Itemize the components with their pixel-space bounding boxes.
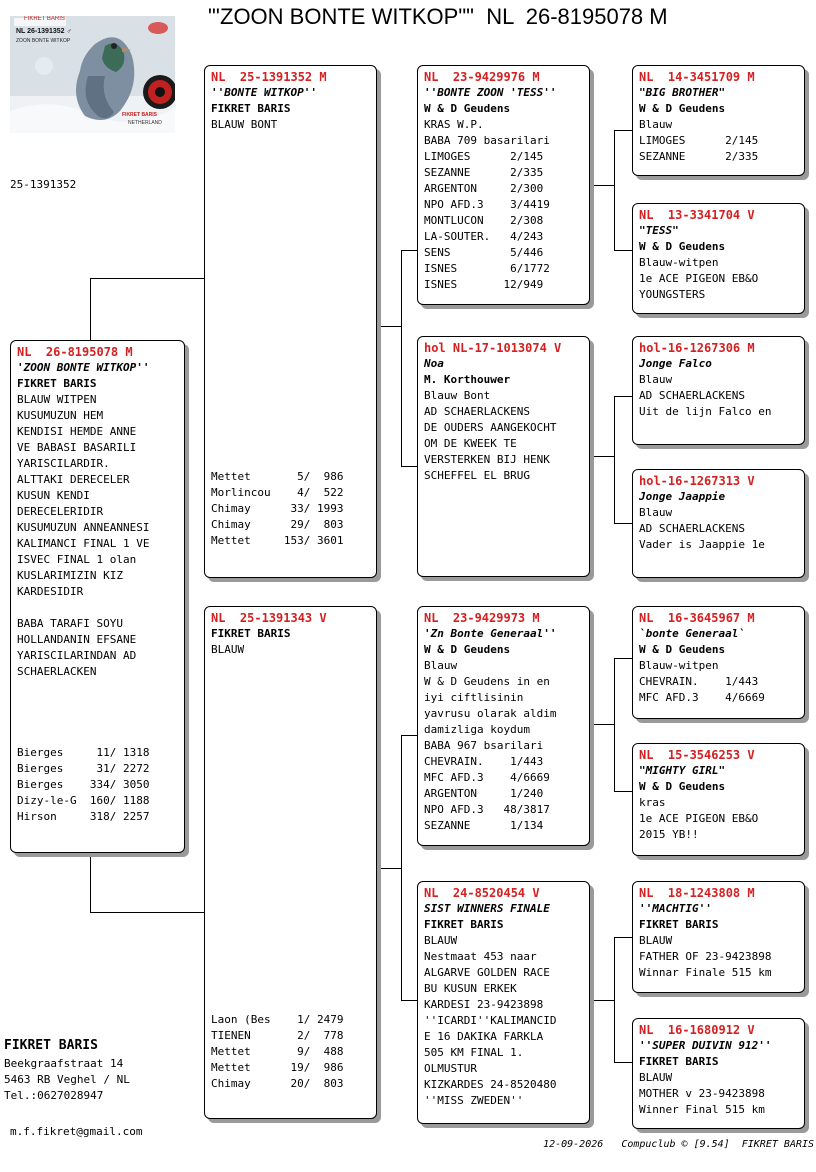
pigeon-name: SIST WINNERS FINALE — [424, 902, 550, 915]
description-line: ''MISS ZWEDEN'' — [424, 1094, 524, 1107]
description-line: BLAUW BONT — [211, 118, 278, 131]
owner-name: M. Korthouwer — [424, 373, 511, 386]
connector-line — [614, 130, 632, 131]
ring-header: NL 16-1680912 V — [639, 1023, 755, 1037]
description-line: Blauw Bont — [424, 389, 491, 402]
pigeon-name: Noa — [424, 357, 444, 370]
description-line: YARISCILARDIR. — [17, 457, 110, 470]
connector-line — [590, 185, 615, 186]
owner-name: FIKRET BARIS — [211, 102, 291, 115]
race-result-line: Morlincou 4/ 522 — [211, 486, 344, 499]
description-line: DERECELERIDIR — [17, 505, 104, 518]
ggp-mmm-card — [632, 1018, 805, 1129]
description-line: KUSUN KENDI — [17, 489, 90, 502]
connector-line — [90, 853, 91, 913]
ring-header: NL 18-1243808 M — [639, 886, 755, 900]
description-line: 1e ACE PIGEON EB&O — [639, 272, 759, 285]
breeder-city: 5463 RB Veghel / NL — [4, 1073, 130, 1086]
ring-header: NL 24-8520454 V — [424, 886, 540, 900]
description-line: E 16 DAKIKA FARKLA — [424, 1030, 544, 1043]
race-result-line: Dizy-le-G 160/ 1188 — [17, 794, 150, 807]
description-line: Blauw-witpen — [639, 659, 719, 672]
owner-name: W & D Geudens — [639, 240, 726, 253]
description-line: KUSUMUZUN ANNEANNESI — [17, 521, 150, 534]
description-line: SEZANNE 1/134 — [424, 819, 544, 832]
race-results — [211, 1012, 370, 1092]
ring-header: NL 25-1391343 V — [211, 611, 327, 625]
owner-name: FIKRET BARIS — [639, 918, 719, 931]
description-line: SENS 5/446 — [424, 246, 544, 259]
connector-line — [614, 937, 632, 938]
connector-line — [614, 396, 615, 524]
ring-header: hol-16-1267306 M — [639, 341, 755, 355]
connector-line — [590, 456, 615, 457]
description-line: Winnar Finale 515 km — [639, 966, 772, 979]
description-line: KUSUMUZUN HEM — [17, 409, 104, 422]
description-line: NPO AFD.3 48/3817 — [424, 803, 550, 816]
pigeon-name: ''MACHTIG'' — [639, 902, 712, 915]
photo-name-text: ZOON BONTE WITKOP — [16, 38, 71, 44]
description-line: Blauw — [639, 118, 673, 131]
maternal-grandmother-card — [417, 881, 590, 1124]
description-line: AD SCHAERLACKENS — [424, 405, 530, 418]
description-line: ARGENTON 2/300 — [424, 182, 544, 195]
pigeon-photo — [10, 16, 175, 133]
description-line: LIMOGES 2/145 — [424, 150, 544, 163]
description-line: BABA 967 bsarilari — [424, 739, 544, 752]
connector-line — [90, 912, 204, 913]
pigeon-name: "MIGHTY GIRL" — [639, 764, 726, 777]
race-result-line: Mettet 9/ 488 — [211, 1045, 344, 1058]
pigeon-name: 'Zn Bonte Generaal'' — [424, 627, 557, 640]
description-line: ''ICARDI''KALIMANCID — [424, 1014, 557, 1027]
owner-name: W & D Geudens — [639, 780, 726, 793]
description-line: YARISCILARINDAN AD — [17, 649, 137, 662]
connector-line — [614, 937, 615, 1063]
ring-header: hol-16-1267313 V — [639, 474, 755, 488]
connector-line — [614, 1062, 632, 1063]
paternal-grandfather-card — [417, 65, 590, 305]
paternal-grandmother-card — [417, 336, 590, 577]
race-result-line: Chimay 20/ 803 — [211, 1077, 344, 1090]
ggp-fmf-card — [632, 336, 805, 445]
description-line: BLAUW — [211, 643, 245, 656]
connector-line — [614, 250, 632, 251]
breeder-phone: Tel.:0627028947 — [4, 1089, 104, 1102]
description-line: LA-SOUTER. 4/243 — [424, 230, 544, 243]
description-line: Winner Final 515 km — [639, 1103, 765, 1116]
photo-top-text: FIKRET BARIS — [24, 16, 65, 22]
description-line: BLAUW — [424, 934, 458, 947]
description-line: Blauw — [424, 659, 458, 672]
race-result-line: Chimay 29/ 803 — [211, 518, 344, 531]
photo-ring-text: NL 26-1391352 ♂ — [16, 28, 72, 35]
breeder-info — [4, 1036, 130, 1104]
description-line: SEZANNE 2/335 — [639, 150, 759, 163]
description-line: VERSTERKEN BIJ HENK — [424, 453, 550, 466]
mother-card — [204, 606, 377, 1119]
owner-name: FIKRET BARIS — [639, 1055, 719, 1068]
description-line: ISNES 6/1772 — [424, 262, 550, 275]
pigeon-name: Jonge Jaappie — [639, 490, 726, 503]
pigeon-name: ''BONTE WITKOP'' — [211, 86, 317, 99]
connector-line — [401, 466, 418, 467]
description-line: MFC AFD.3 4/6669 — [424, 771, 550, 784]
description-line: Blauw — [639, 373, 673, 386]
connector-line — [614, 523, 632, 524]
owner-name: W & D Geudens — [639, 643, 726, 656]
race-result-line: TIENEN 2/ 778 — [211, 1029, 344, 1042]
description-line: MONTLUCON 2/308 — [424, 214, 544, 227]
description-line: AD SCHAERLACKENS — [639, 389, 745, 402]
description-line: ARGENTON 1/240 — [424, 787, 544, 800]
pigeon-name: ''SUPER DUIVIN 912'' — [639, 1039, 772, 1052]
race-result-line: Bierges 31/ 2272 — [17, 762, 150, 775]
ggp-ffm-card — [632, 203, 805, 314]
description-line: KENDISI HEMDE ANNE — [17, 425, 137, 438]
description-line: HOLLANDANIN EFSANE — [17, 633, 137, 646]
description-line: 2015 YB!! — [639, 828, 699, 841]
description-line: KARDESI 23-9423898 — [424, 998, 544, 1011]
owner-name: W & D Geudens — [424, 643, 511, 656]
description-line: MOTHER v 23-9423898 — [639, 1087, 765, 1100]
description-line: KIZKARDES 24-8520480 — [424, 1078, 557, 1091]
owner-name: W & D Geudens — [424, 102, 511, 115]
ring-header: NL 23-9429976 M — [424, 70, 540, 84]
pigeon-name: Jonge Falco — [639, 357, 712, 370]
description-line: DE OUDERS AANGEKOCHT — [424, 421, 557, 434]
pigeon-name: "TESS" — [639, 224, 679, 237]
connector-line — [614, 791, 632, 792]
description-line: KARDESIDIR — [17, 585, 84, 598]
description-line: ALTTAKI DERECELER — [17, 473, 130, 486]
description-line: FATHER OF 23-9423898 — [639, 950, 772, 963]
description-line: Uit de lijn Falco en — [639, 405, 772, 418]
pigeon-name: "BIG BROTHER" — [639, 86, 726, 99]
owner-name: FIKRET BARIS — [424, 918, 504, 931]
owner-name: FIKRET BARIS — [17, 377, 97, 390]
description-line: Blauw — [639, 506, 673, 519]
description-line: SCHEFFEL EL BRUG — [424, 469, 530, 482]
father-card — [204, 65, 377, 578]
ring-number-label: 25-1391352 — [10, 178, 77, 191]
owner-name: FIKRET BARIS — [211, 627, 291, 640]
description-line: CHEVRAIN. 1/443 — [639, 675, 759, 688]
ggp-fmm-card — [632, 469, 805, 578]
race-result-line: Mettet 153/ 3601 — [211, 534, 344, 547]
connector-line — [401, 250, 402, 467]
description-line: BABA 709 basarilari — [424, 134, 550, 147]
race-results — [17, 745, 178, 825]
description-line: iyi ciftlisinin — [424, 691, 524, 704]
description-line: ALGARVE GOLDEN RACE — [424, 966, 550, 979]
footer-credit: 12-09-2026 Compuclub © [9.54] FIKRET BARIS — [543, 1139, 814, 1150]
ring-header: NL 14-3451709 M — [639, 70, 755, 84]
ring-header: NL 15-3546253 V — [639, 748, 755, 762]
description-line: NPO AFD.3 3/4419 — [424, 198, 550, 211]
connector-line — [90, 278, 204, 279]
description-line: BU KUSUN ERKEK — [424, 982, 517, 995]
connector-line — [590, 1000, 615, 1001]
description-line: SEZANNE 2/335 — [424, 166, 544, 179]
description-line: 505 KM FINAL 1. — [424, 1046, 524, 1059]
description-line: Blauw-witpen — [639, 256, 719, 269]
description-line: OM DE KWEEK TE — [424, 437, 517, 450]
pigeon-name: ''BONTE ZOON 'TESS'' — [424, 86, 557, 99]
description-line: ISNES 12/949 — [424, 278, 544, 291]
description-line: MFC AFD.3 4/6669 — [639, 691, 765, 704]
breeder-street: Beekgraafstraat 14 — [4, 1057, 124, 1070]
description-line: KUSLARIMIZIN KIZ — [17, 569, 123, 582]
description-line: KRAS W.P. — [424, 118, 484, 131]
ggp-mmf-card — [632, 881, 805, 993]
ggp-fff-card — [632, 65, 805, 176]
pigeon-name: 'ZOON BONTE WITKOP'' — [17, 361, 150, 374]
race-result-line: Bierges 334/ 3050 — [17, 778, 150, 791]
description-line: AD SCHAERLACKENS — [639, 522, 745, 535]
description-line: VE BABASI BASARILI — [17, 441, 137, 454]
description-list — [17, 392, 178, 680]
race-result-line: Mettet 19/ 986 — [211, 1061, 344, 1074]
photo-sub-text: NETHERLAND — [128, 120, 162, 126]
race-result-line: Bierges 11/ 1318 — [17, 746, 150, 759]
description-line: YOUNGSTERS — [639, 288, 706, 301]
owner-name: W & D Geudens — [639, 102, 726, 115]
description-line: BLAUW WITPEN — [17, 393, 97, 406]
description-line: BABA TARAFI SOYU — [17, 617, 123, 630]
race-result-line: Mettet 5/ 986 — [211, 470, 344, 483]
connector-line — [401, 735, 418, 736]
ring-header: NL 23-9429973 M — [424, 611, 540, 625]
description-line: damizliga koydum — [424, 723, 530, 736]
connector-line — [614, 396, 632, 397]
description-line: OLMUSTUR — [424, 1062, 477, 1075]
connector-line — [401, 1000, 418, 1001]
connector-line — [614, 130, 615, 251]
description-line: KALIMANCI FINAL 1 VE — [17, 537, 150, 550]
race-result-line: Chimay 33/ 1993 — [211, 502, 344, 515]
description-line: kras — [639, 796, 666, 809]
race-results — [211, 469, 370, 549]
description-line: W & D Geudens in en — [424, 675, 550, 688]
description-line: CHEVRAIN. 1/443 — [424, 755, 544, 768]
maternal-grandfather-card — [417, 606, 590, 846]
description-line: Vader is Jaappie 1e — [639, 538, 765, 551]
connector-line — [401, 250, 418, 251]
description-line: LIMOGES 2/145 — [639, 134, 759, 147]
race-result-line: Laon (Bes 1/ 2479 — [211, 1013, 344, 1026]
race-result-line: Hirson 318/ 2257 — [17, 810, 150, 823]
description-line: yavrusu olarak aldim — [424, 707, 557, 720]
subject-pigeon-card — [10, 340, 185, 853]
connector-line — [377, 868, 402, 869]
description-line: SCHAERLACKEN — [17, 665, 97, 678]
description-line: BLAUW — [639, 934, 673, 947]
ring-header: hol NL-17-1013074 V — [424, 341, 562, 355]
pigeon-name: `bonte Generaal` — [639, 627, 745, 640]
breeder-name: FIKRET BARIS — [4, 1038, 98, 1053]
ggp-mff-card — [632, 606, 805, 719]
description-line: BLAUW — [639, 1071, 673, 1084]
connector-line — [614, 658, 632, 659]
connector-line — [90, 278, 91, 341]
ggp-mfm-card — [632, 743, 805, 856]
connector-line — [401, 735, 402, 1001]
ring-header: NL 16-3645967 M — [639, 611, 755, 625]
description-line: ISVEC FINAL 1 olan — [17, 553, 137, 566]
connector-line — [614, 658, 615, 792]
ring-header: NL 13-3341704 V — [639, 208, 755, 222]
connector-line — [590, 724, 615, 725]
ring-header: NL 25-1391352 M — [211, 70, 327, 84]
description-line — [17, 600, 178, 616]
description-line: 1e ACE PIGEON EB&O — [639, 812, 759, 825]
photo-label-text: FIKRET BARIS — [122, 112, 157, 118]
ring-header: NL 26-8195078 M — [17, 345, 133, 359]
breeder-email: m.f.fikret@gmail.com — [10, 1125, 143, 1138]
connector-line — [377, 326, 402, 327]
description-line: Nestmaat 453 naar — [424, 950, 537, 963]
pedigree-title: "'ZOON BONTE WITKOP"" NL 26-8195078 M — [208, 4, 668, 29]
